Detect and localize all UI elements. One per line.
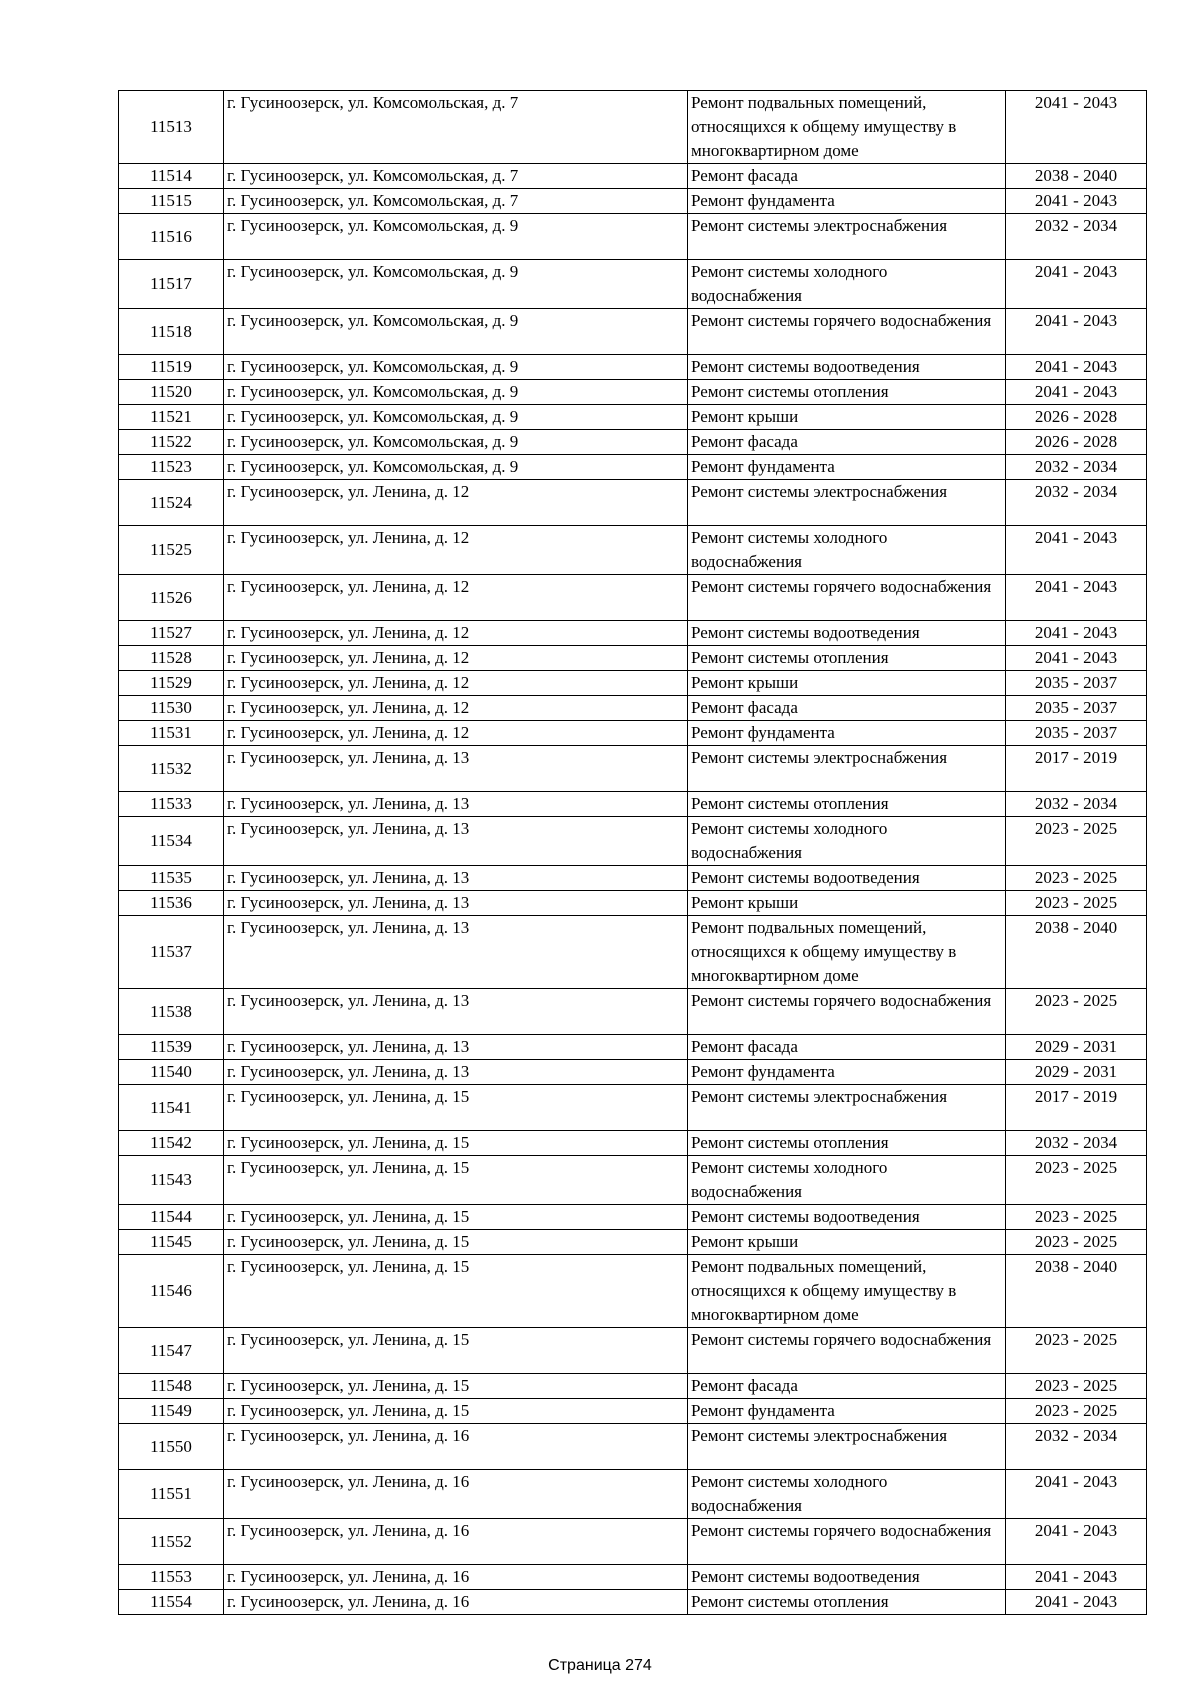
row-number: 11533 bbox=[119, 792, 224, 817]
work-type-cell: Ремонт крыши bbox=[688, 405, 1006, 430]
row-number: 11517 bbox=[119, 260, 224, 309]
period-cell: 2023 - 2025 bbox=[1006, 866, 1147, 891]
period-cell: 2032 - 2034 bbox=[1006, 214, 1147, 260]
period-cell: 2032 - 2034 bbox=[1006, 480, 1147, 526]
period-cell: 2032 - 2034 bbox=[1006, 1131, 1147, 1156]
row-number: 11525 bbox=[119, 526, 224, 575]
table-row bbox=[119, 1565, 1147, 1590]
work-type-cell: Ремонт системы водоотведения bbox=[688, 621, 1006, 646]
table-row bbox=[119, 1328, 1147, 1374]
work-type-cell: Ремонт системы водоотведения bbox=[688, 866, 1006, 891]
table-row bbox=[119, 1060, 1147, 1085]
work-type-cell: Ремонт системы холодного водоснабжения bbox=[688, 1470, 1006, 1519]
work-type-cell: Ремонт системы холодного водоснабжения bbox=[688, 526, 1006, 575]
work-type-cell: Ремонт подвальных помещений, относящихся к общему имуществу в многоквартирном доме bbox=[688, 1255, 1006, 1328]
address-cell: г. Гусиноозерск, ул. Ленина, д. 12 bbox=[224, 671, 688, 696]
address-cell: г. Гусиноозерск, ул. Ленина, д. 16 bbox=[224, 1565, 688, 1590]
period-cell: 2041 - 2043 bbox=[1006, 189, 1147, 214]
row-number: 11514 bbox=[119, 164, 224, 189]
address-cell: г. Гусиноозерск, ул. Ленина, д. 12 bbox=[224, 646, 688, 671]
period-cell: 2023 - 2025 bbox=[1006, 1399, 1147, 1424]
period-cell: 2023 - 2025 bbox=[1006, 989, 1147, 1035]
table-row bbox=[119, 721, 1147, 746]
row-number: 11515 bbox=[119, 189, 224, 214]
address-cell: г. Гусиноозерск, ул. Ленина, д. 13 bbox=[224, 891, 688, 916]
row-number: 11544 bbox=[119, 1205, 224, 1230]
address-cell: г. Гусиноозерск, ул. Ленина, д. 16 bbox=[224, 1470, 688, 1519]
table-row bbox=[119, 355, 1147, 380]
table-row bbox=[119, 792, 1147, 817]
period-cell: 2041 - 2043 bbox=[1006, 260, 1147, 309]
address-cell: г. Гусиноозерск, ул. Ленина, д. 15 bbox=[224, 1399, 688, 1424]
row-number: 11541 bbox=[119, 1085, 224, 1131]
table-row bbox=[119, 526, 1147, 575]
address-cell: г. Гусиноозерск, ул. Ленина, д. 15 bbox=[224, 1374, 688, 1399]
row-number: 11527 bbox=[119, 621, 224, 646]
period-cell: 2035 - 2037 bbox=[1006, 721, 1147, 746]
row-number: 11536 bbox=[119, 891, 224, 916]
table-row bbox=[119, 989, 1147, 1035]
address-cell: г. Гусиноозерск, ул. Комсомольская, д. 7 bbox=[224, 189, 688, 214]
work-type-cell: Ремонт системы электроснабжения bbox=[688, 746, 1006, 792]
period-cell: 2041 - 2043 bbox=[1006, 1565, 1147, 1590]
period-cell: 2023 - 2025 bbox=[1006, 1328, 1147, 1374]
row-number: 11520 bbox=[119, 380, 224, 405]
table-row bbox=[119, 671, 1147, 696]
row-number: 11545 bbox=[119, 1230, 224, 1255]
table-body bbox=[119, 91, 1147, 1615]
work-type-cell: Ремонт системы холодного водоснабжения bbox=[688, 1156, 1006, 1205]
table-row bbox=[119, 1131, 1147, 1156]
period-cell: 2023 - 2025 bbox=[1006, 817, 1147, 866]
period-cell: 2041 - 2043 bbox=[1006, 91, 1147, 164]
table-row bbox=[119, 164, 1147, 189]
row-number: 11530 bbox=[119, 696, 224, 721]
row-number: 11523 bbox=[119, 455, 224, 480]
work-type-cell: Ремонт системы электроснабжения bbox=[688, 1424, 1006, 1470]
period-cell: 2032 - 2034 bbox=[1006, 1424, 1147, 1470]
work-type-cell: Ремонт фундамента bbox=[688, 1399, 1006, 1424]
work-type-cell: Ремонт системы горячего водоснабжения bbox=[688, 1519, 1006, 1565]
row-number: 11553 bbox=[119, 1565, 224, 1590]
address-cell: г. Гусиноозерск, ул. Ленина, д. 16 bbox=[224, 1519, 688, 1565]
table-row bbox=[119, 866, 1147, 891]
period-cell: 2017 - 2019 bbox=[1006, 746, 1147, 792]
work-type-cell: Ремонт крыши bbox=[688, 891, 1006, 916]
table-row bbox=[119, 1470, 1147, 1519]
address-cell: г. Гусиноозерск, ул. Ленина, д. 12 bbox=[224, 621, 688, 646]
period-cell: 2041 - 2043 bbox=[1006, 355, 1147, 380]
period-cell: 2026 - 2028 bbox=[1006, 405, 1147, 430]
table-row bbox=[119, 405, 1147, 430]
work-type-cell: Ремонт системы водоотведения bbox=[688, 1205, 1006, 1230]
table-row bbox=[119, 916, 1147, 989]
row-number: 11549 bbox=[119, 1399, 224, 1424]
table-row bbox=[119, 696, 1147, 721]
period-cell: 2038 - 2040 bbox=[1006, 1255, 1147, 1328]
work-type-cell: Ремонт системы электроснабжения bbox=[688, 1085, 1006, 1131]
work-type-cell: Ремонт крыши bbox=[688, 671, 1006, 696]
table-row bbox=[119, 1156, 1147, 1205]
row-number: 11513 bbox=[119, 91, 224, 164]
period-cell: 2029 - 2031 bbox=[1006, 1035, 1147, 1060]
address-cell: г. Гусиноозерск, ул. Комсомольская, д. 7 bbox=[224, 164, 688, 189]
address-cell: г. Гусиноозерск, ул. Ленина, д. 15 bbox=[224, 1131, 688, 1156]
address-cell: г. Гусиноозерск, ул. Комсомольская, д. 9 bbox=[224, 430, 688, 455]
table-row bbox=[119, 746, 1147, 792]
table-row bbox=[119, 646, 1147, 671]
period-cell: 2041 - 2043 bbox=[1006, 1519, 1147, 1565]
address-cell: г. Гусиноозерск, ул. Комсомольская, д. 9 bbox=[224, 260, 688, 309]
address-cell: г. Гусиноозерск, ул. Ленина, д. 12 bbox=[224, 696, 688, 721]
address-cell: г. Гусиноозерск, ул. Ленина, д. 13 bbox=[224, 989, 688, 1035]
address-cell: г. Гусиноозерск, ул. Комсомольская, д. 9 bbox=[224, 405, 688, 430]
address-cell: г. Гусиноозерск, ул. Ленина, д. 12 bbox=[224, 480, 688, 526]
address-cell: г. Гусиноозерск, ул. Ленина, д. 13 bbox=[224, 792, 688, 817]
row-number: 11534 bbox=[119, 817, 224, 866]
table-row bbox=[119, 817, 1147, 866]
row-number: 11548 bbox=[119, 1374, 224, 1399]
address-cell: г. Гусиноозерск, ул. Ленина, д. 12 bbox=[224, 526, 688, 575]
row-number: 11521 bbox=[119, 405, 224, 430]
row-number: 11519 bbox=[119, 355, 224, 380]
table-row bbox=[119, 621, 1147, 646]
work-type-cell: Ремонт фундамента bbox=[688, 1060, 1006, 1085]
table-row bbox=[119, 189, 1147, 214]
address-cell: г. Гусиноозерск, ул. Ленина, д. 13 bbox=[224, 916, 688, 989]
work-type-cell: Ремонт системы горячего водоснабжения bbox=[688, 575, 1006, 621]
address-cell: г. Гусиноозерск, ул. Ленина, д. 15 bbox=[224, 1328, 688, 1374]
period-cell: 2023 - 2025 bbox=[1006, 1230, 1147, 1255]
address-cell: г. Гусиноозерск, ул. Ленина, д. 15 bbox=[224, 1205, 688, 1230]
work-type-cell: Ремонт крыши bbox=[688, 1230, 1006, 1255]
period-cell: 2017 - 2019 bbox=[1006, 1085, 1147, 1131]
period-cell: 2035 - 2037 bbox=[1006, 696, 1147, 721]
row-number: 11550 bbox=[119, 1424, 224, 1470]
table-row bbox=[119, 1205, 1147, 1230]
row-number: 11528 bbox=[119, 646, 224, 671]
address-cell: г. Гусиноозерск, ул. Ленина, д. 16 bbox=[224, 1424, 688, 1470]
work-type-cell: Ремонт фасада bbox=[688, 1374, 1006, 1399]
address-cell: г. Гусиноозерск, ул. Ленина, д. 15 bbox=[224, 1156, 688, 1205]
table-row bbox=[119, 1374, 1147, 1399]
work-type-cell: Ремонт системы электроснабжения bbox=[688, 214, 1006, 260]
work-type-cell: Ремонт фундамента bbox=[688, 721, 1006, 746]
row-number: 11529 bbox=[119, 671, 224, 696]
row-number: 11531 bbox=[119, 721, 224, 746]
work-type-cell: Ремонт системы горячего водоснабжения bbox=[688, 1328, 1006, 1374]
address-cell: г. Гусиноозерск, ул. Ленина, д. 12 bbox=[224, 575, 688, 621]
address-cell: г. Гусиноозерск, ул. Ленина, д. 12 bbox=[224, 721, 688, 746]
period-cell: 2023 - 2025 bbox=[1006, 891, 1147, 916]
period-cell: 2035 - 2037 bbox=[1006, 671, 1147, 696]
repair-schedule-table bbox=[118, 90, 1147, 1615]
work-type-cell: Ремонт системы холодного водоснабжения bbox=[688, 817, 1006, 866]
table-row bbox=[119, 480, 1147, 526]
row-number: 11546 bbox=[119, 1255, 224, 1328]
address-cell: г. Гусиноозерск, ул. Комсомольская, д. 7 bbox=[224, 91, 688, 164]
row-number: 11539 bbox=[119, 1035, 224, 1060]
row-number: 11524 bbox=[119, 480, 224, 526]
row-number: 11526 bbox=[119, 575, 224, 621]
row-number: 11522 bbox=[119, 430, 224, 455]
work-type-cell: Ремонт фундамента bbox=[688, 189, 1006, 214]
address-cell: г. Гусиноозерск, ул. Комсомольская, д. 9 bbox=[224, 214, 688, 260]
period-cell: 2041 - 2043 bbox=[1006, 526, 1147, 575]
work-type-cell: Ремонт системы водоотведения bbox=[688, 1565, 1006, 1590]
work-type-cell: Ремонт системы горячего водоснабжения bbox=[688, 989, 1006, 1035]
row-number: 11516 bbox=[119, 214, 224, 260]
period-cell: 2041 - 2043 bbox=[1006, 380, 1147, 405]
row-number: 11518 bbox=[119, 309, 224, 355]
period-cell: 2041 - 2043 bbox=[1006, 1590, 1147, 1615]
table-row bbox=[119, 380, 1147, 405]
period-cell: 2041 - 2043 bbox=[1006, 575, 1147, 621]
period-cell: 2029 - 2031 bbox=[1006, 1060, 1147, 1085]
row-number: 11551 bbox=[119, 1470, 224, 1519]
period-cell: 2041 - 2043 bbox=[1006, 1470, 1147, 1519]
period-cell: 2026 - 2028 bbox=[1006, 430, 1147, 455]
address-cell: г. Гусиноозерск, ул. Ленина, д. 13 bbox=[224, 746, 688, 792]
address-cell: г. Гусиноозерск, ул. Ленина, д. 13 bbox=[224, 866, 688, 891]
period-cell: 2038 - 2040 bbox=[1006, 164, 1147, 189]
work-type-cell: Ремонт системы отопления bbox=[688, 1590, 1006, 1615]
table-row bbox=[119, 309, 1147, 355]
table-row bbox=[119, 1399, 1147, 1424]
work-type-cell: Ремонт системы отопления bbox=[688, 1131, 1006, 1156]
table-row bbox=[119, 1035, 1147, 1060]
table-row bbox=[119, 1230, 1147, 1255]
period-cell: 2038 - 2040 bbox=[1006, 916, 1147, 989]
work-type-cell: Ремонт фундамента bbox=[688, 455, 1006, 480]
work-type-cell: Ремонт фасада bbox=[688, 1035, 1006, 1060]
row-number: 11535 bbox=[119, 866, 224, 891]
table-row bbox=[119, 575, 1147, 621]
address-cell: г. Гусиноозерск, ул. Ленина, д. 15 bbox=[224, 1230, 688, 1255]
period-cell: 2032 - 2034 bbox=[1006, 455, 1147, 480]
address-cell: г. Гусиноозерск, ул. Комсомольская, д. 9 bbox=[224, 455, 688, 480]
table-row bbox=[119, 891, 1147, 916]
table-row bbox=[119, 214, 1147, 260]
work-type-cell: Ремонт подвальных помещений, относящихся к общему имуществу в многоквартирном доме bbox=[688, 916, 1006, 989]
period-cell: 2023 - 2025 bbox=[1006, 1374, 1147, 1399]
address-cell: г. Гусиноозерск, ул. Ленина, д. 15 bbox=[224, 1085, 688, 1131]
address-cell: г. Гусиноозерск, ул. Ленина, д. 16 bbox=[224, 1590, 688, 1615]
table-row bbox=[119, 455, 1147, 480]
row-number: 11540 bbox=[119, 1060, 224, 1085]
work-type-cell: Ремонт системы горячего водоснабжения bbox=[688, 309, 1006, 355]
address-cell: г. Гусиноозерск, ул. Ленина, д. 13 bbox=[224, 1035, 688, 1060]
row-number: 11538 bbox=[119, 989, 224, 1035]
row-number: 11552 bbox=[119, 1519, 224, 1565]
table-row bbox=[119, 260, 1147, 309]
work-type-cell: Ремонт подвальных помещений, относящихся к общему имуществу в многоквартирном доме bbox=[688, 91, 1006, 164]
row-number: 11554 bbox=[119, 1590, 224, 1615]
work-type-cell: Ремонт фасада bbox=[688, 164, 1006, 189]
row-number: 11542 bbox=[119, 1131, 224, 1156]
period-cell: 2023 - 2025 bbox=[1006, 1156, 1147, 1205]
row-number: 11543 bbox=[119, 1156, 224, 1205]
period-cell: 2041 - 2043 bbox=[1006, 309, 1147, 355]
period-cell: 2023 - 2025 bbox=[1006, 1205, 1147, 1230]
work-type-cell: Ремонт фасада bbox=[688, 696, 1006, 721]
row-number: 11547 bbox=[119, 1328, 224, 1374]
address-cell: г. Гусиноозерск, ул. Ленина, д. 15 bbox=[224, 1255, 688, 1328]
table-row bbox=[119, 1590, 1147, 1615]
table-row bbox=[119, 91, 1147, 164]
row-number: 11532 bbox=[119, 746, 224, 792]
table-row bbox=[119, 1519, 1147, 1565]
table-row bbox=[119, 1085, 1147, 1131]
table-row bbox=[119, 1255, 1147, 1328]
work-type-cell: Ремонт системы холодного водоснабжения bbox=[688, 260, 1006, 309]
address-cell: г. Гусиноозерск, ул. Ленина, д. 13 bbox=[224, 1060, 688, 1085]
period-cell: 2041 - 2043 bbox=[1006, 621, 1147, 646]
work-type-cell: Ремонт системы отопления bbox=[688, 792, 1006, 817]
address-cell: г. Гусиноозерск, ул. Ленина, д. 13 bbox=[224, 817, 688, 866]
work-type-cell: Ремонт фасада bbox=[688, 430, 1006, 455]
work-type-cell: Ремонт системы водоотведения bbox=[688, 355, 1006, 380]
page-number: Страница 274 bbox=[548, 1657, 652, 1674]
table-row bbox=[119, 1424, 1147, 1470]
work-type-cell: Ремонт системы электроснабжения bbox=[688, 480, 1006, 526]
table-row bbox=[119, 430, 1147, 455]
address-cell: г. Гусиноозерск, ул. Комсомольская, д. 9 bbox=[224, 309, 688, 355]
address-cell: г. Гусиноозерск, ул. Комсомольская, д. 9 bbox=[224, 380, 688, 405]
work-type-cell: Ремонт системы отопления bbox=[688, 380, 1006, 405]
row-number: 11537 bbox=[119, 916, 224, 989]
work-type-cell: Ремонт системы отопления bbox=[688, 646, 1006, 671]
address-cell: г. Гусиноозерск, ул. Комсомольская, д. 9 bbox=[224, 355, 688, 380]
period-cell: 2041 - 2043 bbox=[1006, 646, 1147, 671]
period-cell: 2032 - 2034 bbox=[1006, 792, 1147, 817]
